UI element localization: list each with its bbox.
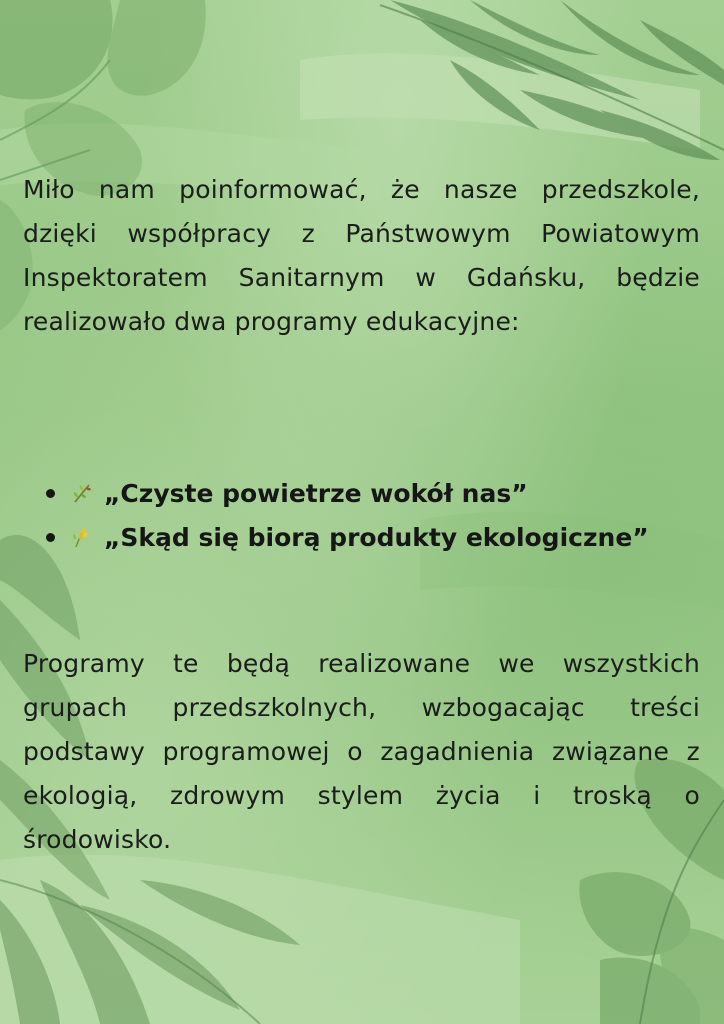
herb-emoji-icon: [70, 481, 94, 505]
program-title-2: „Skąd się biorą produkty ekologiczne”: [104, 522, 649, 552]
programs-list: [46, 471, 706, 559]
list-item: [46, 471, 706, 515]
outro-paragraph: Programy te będą realizowane we wszystkich grupach przedszkolnych, wzbogacając treści podstawy programowej o zagadnienia związane z ekologią, zdrowym stylem życia i troską o środowisko.: [23, 649, 700, 854]
intro-paragraph: Miło nam poinformować, że nasze przedszkole, dzięki współpracy z Państwowym Powiatowym Inspektoratem Sanitarnym w Gdańsku, będzie realizowało dwa programy edukacyjne:: [23, 175, 700, 336]
bullet-dot: [46, 533, 55, 542]
list-item: [46, 515, 706, 559]
bullet-dot: [46, 489, 55, 498]
program-title-1: „Czyste powietrze wokół nas”: [104, 478, 528, 508]
sheaf-of-rice-emoji-icon: [70, 525, 94, 549]
